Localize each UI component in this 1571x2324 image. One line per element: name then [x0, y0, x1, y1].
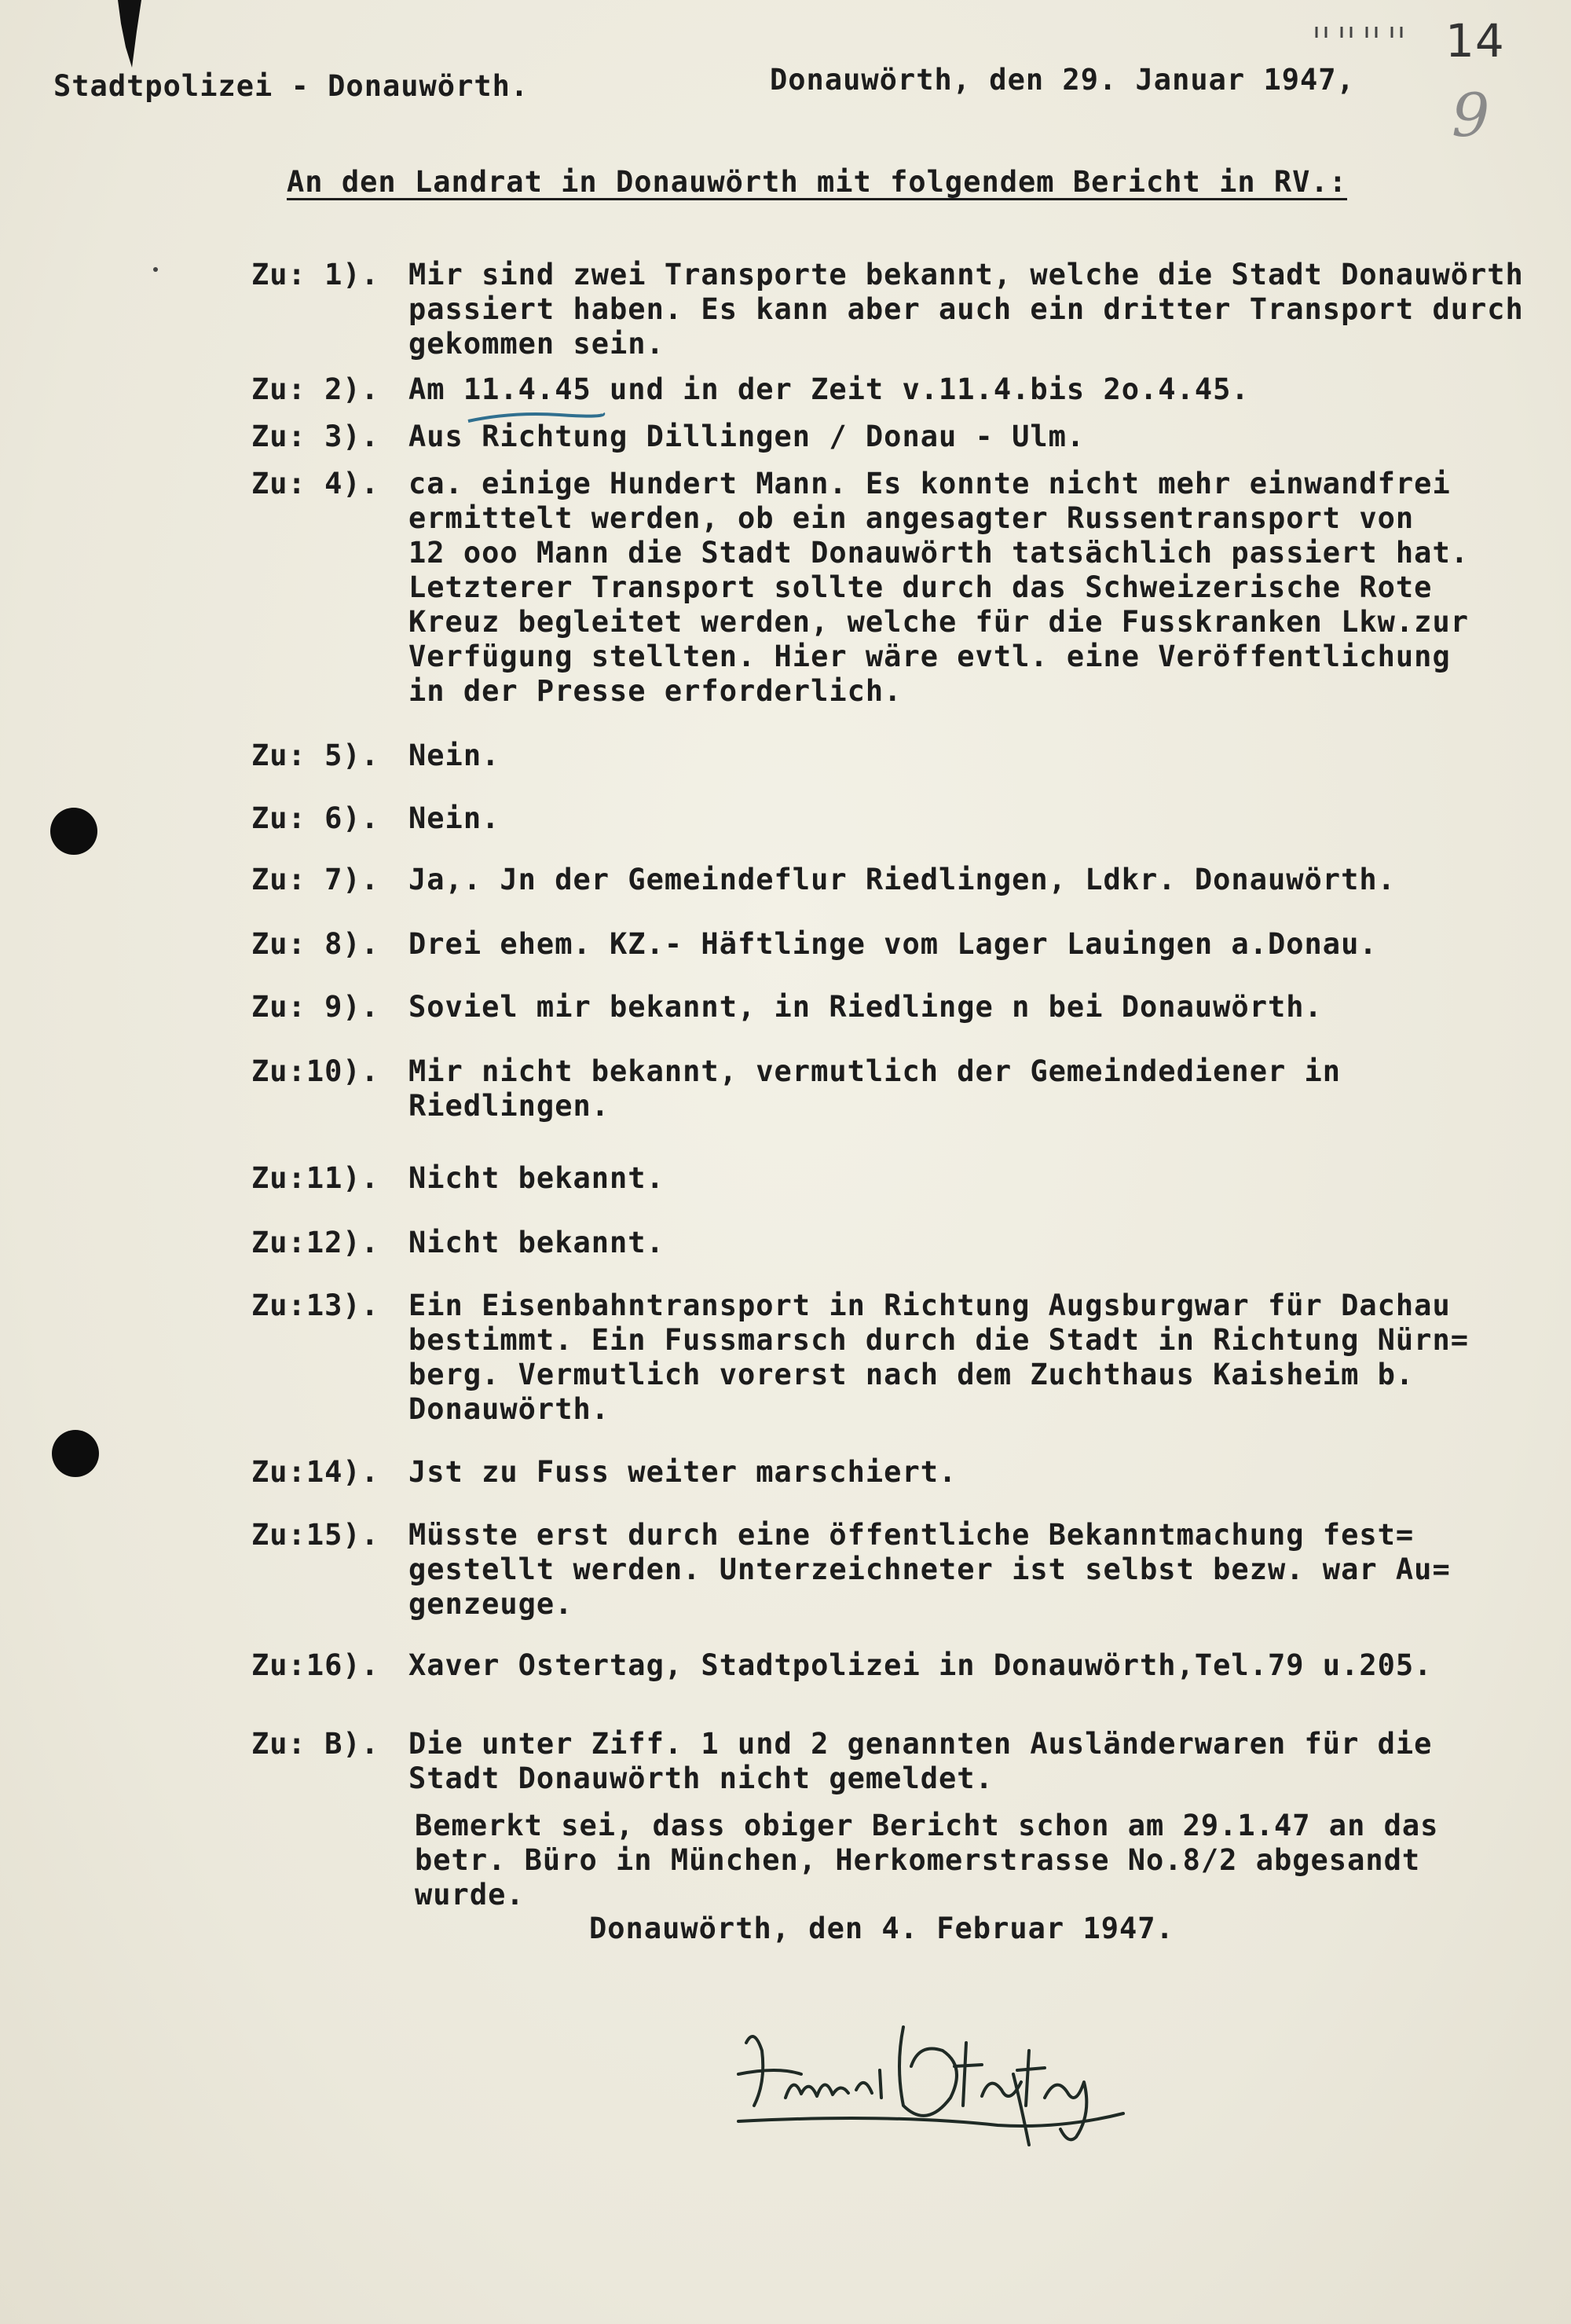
item-text: Die unter Ziff. 1 und 2 genannten Ausländerwaren für die Stadt Donauwörth nicht gemeldet.: [408, 1727, 1433, 1795]
item-text: Mir sind zwei Transporte bekannt, welche die Stadt Donauwörth passiert haben. Es kann aber auch ein dritter Transport durch gekommen sein.: [408, 258, 1524, 361]
handwritten-signature: [731, 1996, 1139, 2153]
item-label: Zu: 5).: [251, 739, 379, 772]
punch-hole-lower: [52, 1430, 99, 1477]
item-text: Jst zu Fuss weiter marschiert.: [408, 1455, 958, 1489]
report-item: [251, 1226, 1555, 1260]
report-item: [251, 863, 1555, 897]
report-item: [251, 801, 1555, 836]
item-label: Zu: 7).: [251, 863, 379, 896]
report-item: [251, 372, 1555, 407]
item-text: Soviel mir bekannt, in Riedlinge n bei Donauwörth.: [408, 990, 1323, 1024]
item-text: Mir nicht bekannt, vermutlich der Gemeindediener in Riedlingen.: [408, 1054, 1342, 1123]
item-text: Müsste erst durch eine öffentliche Bekanntmachung fest= gestellt werden. Unterzeichneter ist selbst bezw. war Au= genzeuge.: [408, 1518, 1451, 1621]
item-label: Zu: 1).: [251, 258, 379, 291]
item-label: Zu: 6).: [251, 801, 379, 835]
item-text: Xaver Ostertag, Stadtpolizei in Donauwörth,Tel.79 u.205.: [408, 1648, 1433, 1682]
letter-date: Donauwörth, den 29. Januar 1947,: [770, 63, 1355, 97]
archive-stamp-marks: [1313, 20, 1415, 44]
item-label: Zu:12).: [251, 1226, 379, 1259]
closing-date: Donauwörth, den 4. Februar 1947.: [589, 1912, 1174, 1945]
report-item: [251, 1161, 1555, 1196]
report-item: [251, 1518, 1555, 1622]
pencil-folio-note: 9: [1452, 80, 1490, 150]
item-label: Zu:10).: [251, 1054, 379, 1088]
report-item: [251, 420, 1555, 454]
report-item: [251, 739, 1555, 773]
item-text: Ja,. Jn der Gemeindeflur Riedlingen, Ldkr. Donauwörth.: [408, 863, 1396, 896]
item-label: Zu:16).: [251, 1648, 379, 1682]
item-text: Nicht bekannt.: [408, 1226, 665, 1259]
item-text: Nein.: [408, 739, 500, 772]
report-item: [251, 1288, 1555, 1427]
report-item: [251, 258, 1555, 361]
report-item: [251, 1727, 1555, 1796]
item-text: Am 11.4.45 und in der Zeit v.11.4.bis 2o.4.45.: [408, 372, 1250, 406]
item-text: Ein Eisenbahntransport in Richtung Augsburgwar für Dachau bestimmt. Ein Fussmarsch durch die Stadt in Richtung Nürn= berg. Vermutlich vorerst nach dem Zuchthaus Kaisheim b. Donauwörth.: [408, 1288, 1470, 1426]
page-number: 14: [1445, 14, 1505, 68]
ink-blot: [116, 0, 143, 69]
report-item: [251, 927, 1555, 962]
report-item: [251, 1455, 1555, 1490]
closing-remark: Bemerkt sei, dass obiger Bericht schon am 29.1.47 an das betr. Büro in München, Herkomerstrasse No.8/2 abgesandt wurde.: [415, 1809, 1439, 1912]
item-label: Zu:15).: [251, 1518, 379, 1552]
report-item: [251, 1054, 1555, 1124]
issuing-office: Stadtpolizei - Donauwörth.: [53, 69, 529, 103]
item-text: Aus Richtung Dillingen / Donau - Ulm.: [408, 420, 1086, 453]
item-text: Nicht bekannt.: [408, 1161, 665, 1195]
report-item: [251, 467, 1555, 709]
item-label: Zu: 8).: [251, 927, 379, 961]
addressee-line: An den Landrat in Donauwörth mit folgendem Bericht in RV.:: [287, 165, 1348, 199]
item-label: Zu: 9).: [251, 990, 379, 1024]
item-label: Zu: 2).: [251, 372, 379, 406]
item-label: Zu: 3).: [251, 420, 379, 453]
punch-hole-upper: [50, 808, 97, 855]
item-label: Zu:11).: [251, 1161, 379, 1195]
item-label: Zu:13).: [251, 1288, 379, 1322]
stray-ink-dot: [153, 267, 158, 272]
item-text: Drei ehem. KZ.- Häftlinge vom Lager Lauingen a.Donau.: [408, 927, 1378, 961]
item-label: Zu: B).: [251, 1727, 379, 1761]
item-text: Nein.: [408, 801, 500, 835]
item-text: ca. einige Hundert Mann. Es konnte nicht mehr einwandfrei ermittelt werden, ob ein angesagter Russentransport von 12 ooo Mann die Stadt Donauwörth tatsächlich passiert hat. Letzterer Transport sollte durch das Schweizerische Rote Kreuz begleitet werden, welche für die Fusskranken Lkw.zur Verfügung stellten. Hier wäre evtl. eine Veröffentlichung in der Presse erforderlich.: [408, 467, 1470, 708]
report-item: [251, 1648, 1555, 1683]
item-label: Zu: 4).: [251, 467, 379, 500]
item-label: Zu:14).: [251, 1455, 379, 1489]
report-item: [251, 990, 1555, 1025]
